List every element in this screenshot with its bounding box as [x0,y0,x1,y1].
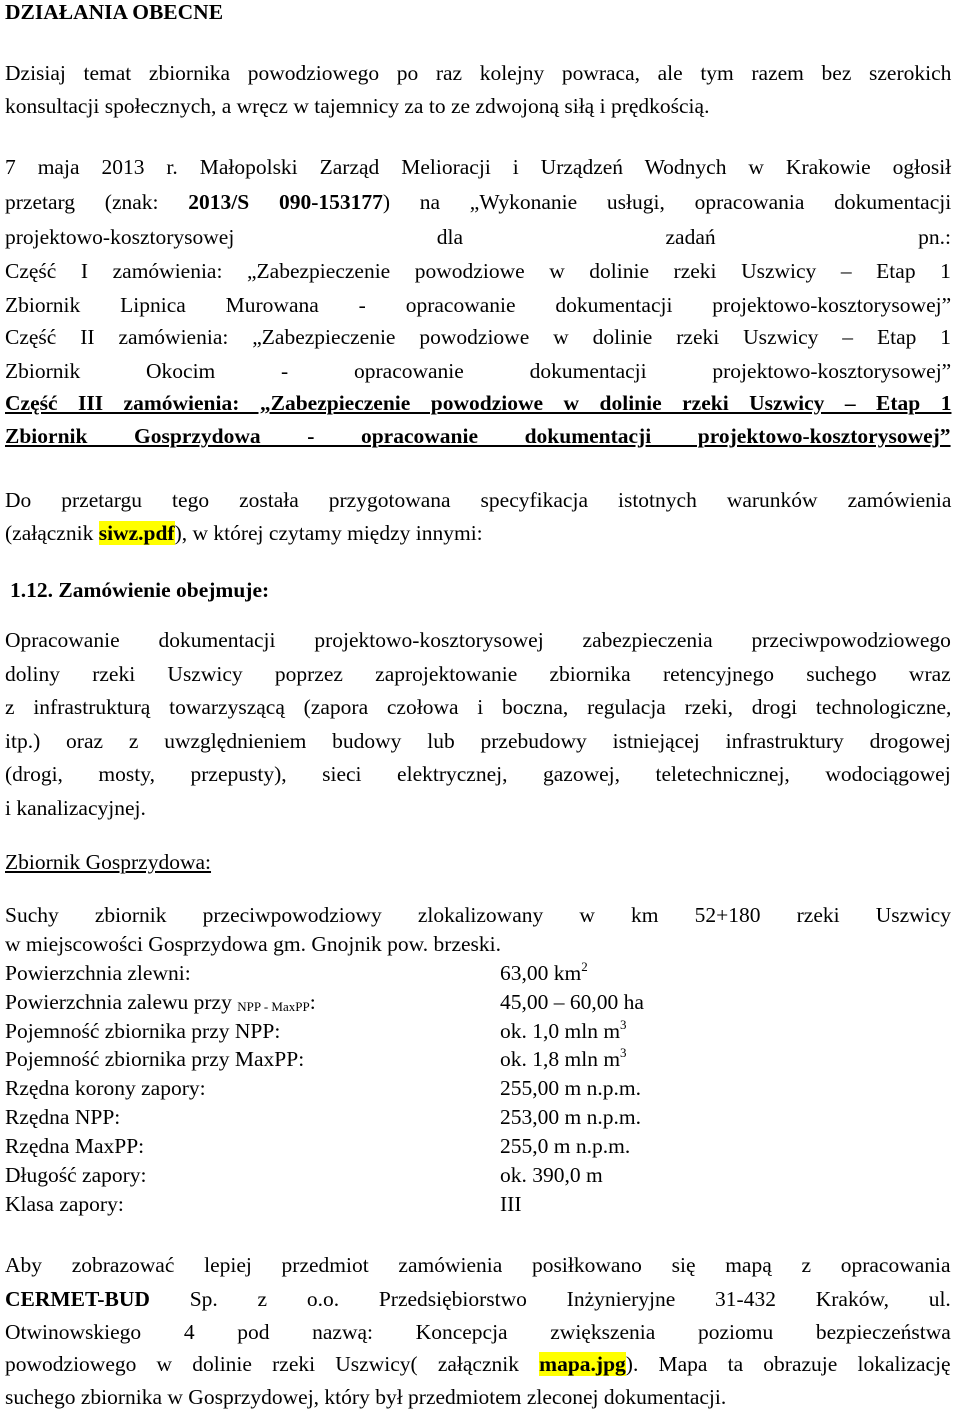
tender-part-2-line-2: Zbiornik Okocim - opracowanie dokumentacji projektowo-kosztorysowej” [5,359,952,383]
scope-line-6: i kanalizacyjnej. [5,796,146,820]
company-name: CERMET-BUD [5,1287,150,1311]
tender-part-2-line-1: Część II zamówienia: „Zabezpieczenie powodziowe w dolinie rzeki Uszwicy – Etap 1 [5,325,952,349]
word: zadań [665,225,716,249]
word: dla [436,225,464,249]
scope-line-2: doliny rzeki Uszwicy poprzez zaprojektowanie zbiornika retencyjnego suchego wraz [5,662,951,686]
siwz-attachment-link[interactable]: siwz.pdf [98,521,175,545]
document-page: DZIAŁANIA OBECNE Dzisiaj temat zbiornika powodziowego po raz kolejny powraca, ale tym razem bez szerokich konsultacji społecznych, a wręcz w tajemnicy za to ze zdwojoną siłą i prędkością. 7 maja 2013 r. Małopolski Zarząd Melioracji i Urządzeń Wodnych w Krakowie ogłosił przetarg (znak: 2013/S 090-153177) na „Wykonanie usługi, opracowania dokumentacji projektowo-kosztorysowej dla zadań pn.: Część I zamówienia: „Zabezpieczenie powodziowe w dolinie rzeki Uszwicy – Etap 1 Zbiornik Lipnica Murowana - opracowanie dokumentacji projektowo-kosztorysowej” Część II zamówienia: „Zabezpieczenie powodziowe w dolinie rzeki Uszwicy – Etap 1 Zbiornik Okocim - opracowanie dokumentacji projektowo-kosztorysowej” Część III zamówienia: „Zabezpieczenie powodziowe w dolinie rzeki Uszwicy – Etap 1 Zbiornik Gosprzydowa - opracowanie dokumentacji projektowo-kosztorysowej” Do przetargu tego została przygotowana specyfikacja istotnych warunków zamówienia (załącznik siwz.pdf), w której czytamy między innymi: 1.12. Zamówienie obejmuje: Opracowanie dokumentacji projektowo-kosztorysowej zabezpieczenia przeciwpowodziowego doliny rzeki Uszwicy poprzez zaprojektowanie zbiornika retencyjnego suchego wraz z infrastrukturą towarzyszącą (zapora czołowa i boczna, regulacja rzeki, drogi technologiczne, itp.) oraz z uwzględnieniem budowy lub przebudowy istniejącej infrastruktury drogowej (drogi, mosty, przepusty), sieci elektrycznej, gazowej, teletechnicznej, wodociągowej i kanalizacyjnej. Zbiornik Gosprzydowa: Suchy zbiornik przeciwpowodziowy zlokalizowany w km 52+180 rzeki Uszwicy w miejscowości Gosprzydowa gm. Gnojnik pow. brzeski. Powierzchnia zlewni: 63,00 $km^2$ Powierzchnia zalewu przy $_{NPP - MaxPP}$: 45,00 – 60,00 ha Pojemność zbiornika przy NPP: ok. 1,0 mln $m^3$ Pojemność zbiornika przy MaxPP: ok. 1,8 mln $m^3$ Rzędna korony zapory: 255,00 m n.p.m. Rzędna NPP: 253,00 m n.p.m. Rzędna MaxPP: 255,0 m n.p.m. Długość zapory: ok. 390,0 m Klasa zapory: III Aby zobrazować lepiej przedmiot zamówienia posiłkowano się mapą z opracowania CERMET-BUD Sp. z o.o. Przedsiębiorstwo Inżynieryjne 31-432 Kraków, ul. Otwinowskiego 4 pod nazwą: Koncepcja zwiększenia poziomu bezpieczeństwa powodziowego w dolinie rzeki Uszwicy( załącznik mapa.jpg). Mapa ta obrazuje lokalizację suchego zbiornika w Gosprzydowej, który był przedmiotem zleconej dokumentacji. [5,0,952,1409]
reservoir-line-1: Suchy zbiornik przeciwpowodziowy zlokalizowany w km 52+180 rzeki Uszwicy [5,903,951,927]
spec-line-1: Do przetargu tego została przygotowana specyfikacja istotnych warunków zamówienia [5,488,952,512]
map-line-4: powodziowego w dolinie rzeki Uszwicy( załącznik mapa.jpg). Mapa ta obrazuje lokalizację [5,1352,951,1376]
tender-code: 2013/S 090-153177 [188,190,383,214]
word: projektowo-kosztorysowej [5,225,235,249]
tender-part-1-line-2: Zbiornik Lipnica Murowana - opracowanie dokumentacji projektowo-kosztorysowej” [5,293,952,317]
scope-line-4: itp.) oraz z uwzględnieniem budowy lub przebudowy istniejącej infrastruktury drogowej [5,729,951,753]
reservoir-title: Zbiornik Gosprzydowa: [5,850,212,874]
tender-part-3-line-1: Część III zamówienia: „Zabezpieczenie powodziowe w dolinie rzeki Uszwicy – Etap 1 [5,391,952,415]
map-line-5: suchego zbiornika w Gosprzydowej, który był przedmiotem zleconej dokumentacji. [5,1385,727,1409]
section-title: 1.12. Zamówienie obejmuje: [10,578,270,602]
reservoir-line-2: w miejscowości Gosprzydowa gm. Gnojnik pow. brzeski. [5,932,502,956]
map-line-3: Otwinowskiego 4 pod nazwą: Koncepcja zwiększenia poziomu bezpieczeństwa [5,1320,951,1344]
map-attachment-link[interactable]: mapa.jpg [539,1352,626,1376]
section-heading: DZIAŁANIA OBECNE [5,0,224,24]
scope-line-1: Opracowanie dokumentacji projektowo-kosztorysowej zabezpieczenia przeciwpowodziowego [5,628,951,652]
tender-line-1: 7 maja 2013 r. Małopolski Zarząd Melioracji i Urządzeń Wodnych w Krakowie ogłosił [5,155,952,179]
tender-part-1-line-1: Część I zamówienia: „Zabezpieczenie powodziowe w dolinie rzeki Uszwicy – Etap 1 [5,259,951,283]
spec-line-2: (załącznik siwz.pdf), w której czytamy między innymi: [5,521,483,545]
tender-line-2: przetarg (znak: 2013/S 090-153177) na „Wykonanie usługi, opracowania dokumentacji [5,190,952,214]
word: pn.: [918,225,951,249]
map-line-2: CERMET-BUD Sp. z o.o. Przedsiębiorstwo Inżynieryjne 31-432 Kraków, ul. [5,1287,951,1311]
intro-line-2: konsultacji społecznych, a wręcz w tajemnicy za to ze zdwojoną siłą i prędkością. [5,94,710,118]
tender-part-3-line-2: Zbiornik Gosprzydowa - opracowanie dokumentacji projektowo-kosztorysowej” [5,424,951,448]
intro-line-1: Dzisiaj temat zbiornika powodziowego po raz kolejny powraca, ale tym razem bez szerokich [5,61,952,85]
tender-line-3 [5,227,951,249]
scope-line-3: z infrastrukturą towarzyszącą (zapora czołowa i boczna, regulacja rzeki, drogi technologiczne, [5,695,952,719]
map-line-1: Aby zobrazować lepiej przedmiot zamówienia posiłkowano się mapą z opracowania [5,1253,951,1277]
scope-line-5: (drogi, mosty, przepusty), sieci elektrycznej, gazowej, teletechnicznej, wodociągowej [5,762,951,786]
